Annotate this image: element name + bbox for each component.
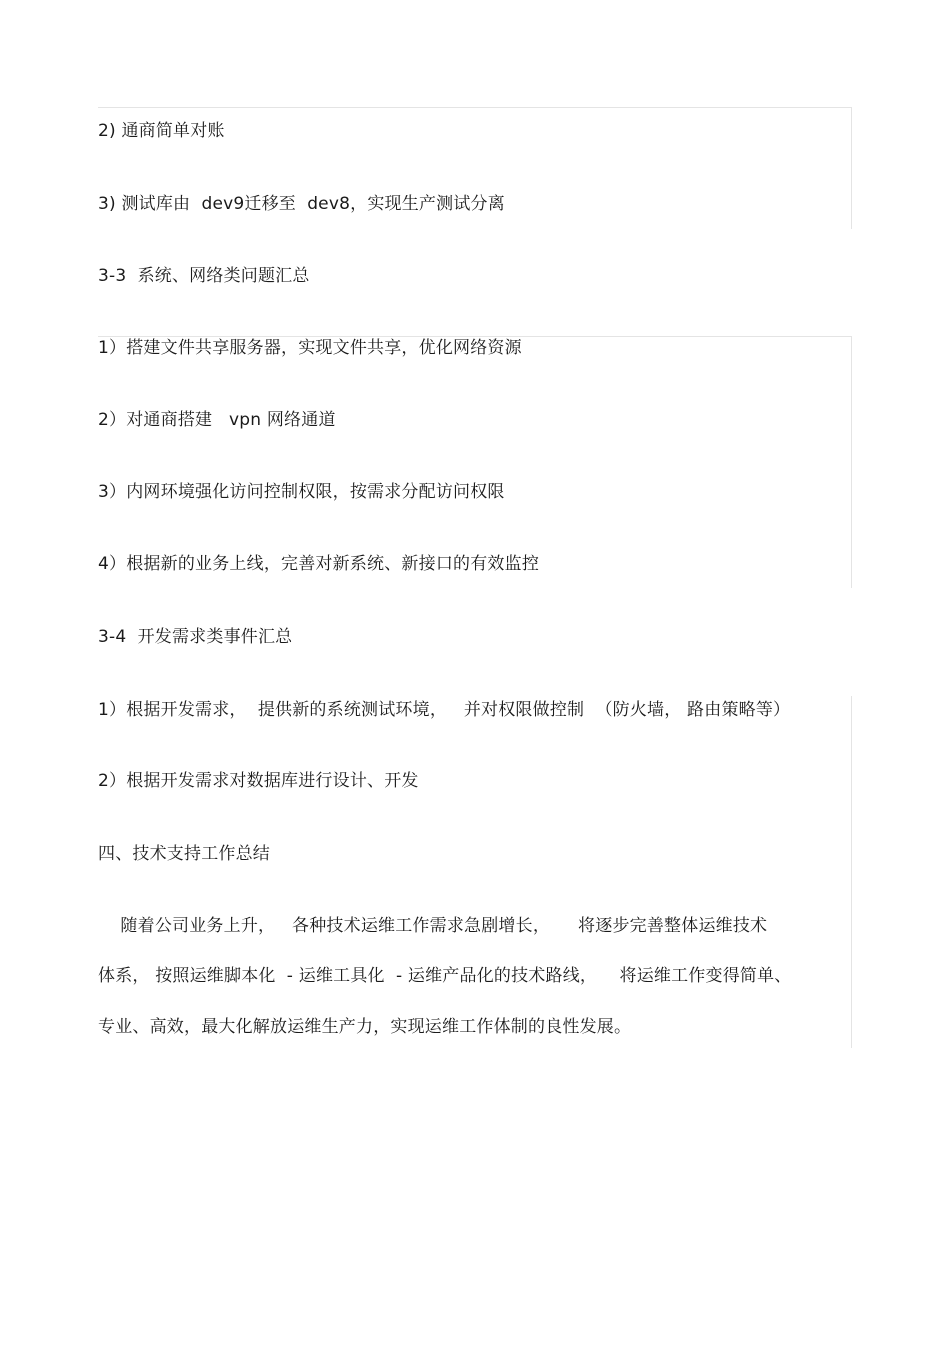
item-access-control: 3）内网环境强化访问控制权限，按需求分配访问权限	[98, 482, 505, 502]
frame-right-1	[851, 107, 852, 229]
summary-paragraph-line-1: 随着公司业务上升， 各种技术运维工作需求急剧增长， 将逐步完善整体运维技术	[98, 916, 768, 936]
section-heading-four: 四、技术支持工作总结	[98, 844, 270, 864]
section-heading-3-4: 3-4 开发需求类事件汇总	[98, 627, 293, 647]
item-database-design: 2）根据开发需求对数据库进行设计、开发	[98, 771, 419, 791]
summary-paragraph-line-2: 体系， 按照运维脚本化 - 运维工具化 - 运维产品化的技术路线， 将运维工作变得简单、	[98, 966, 792, 986]
item-test-environment: 1）根据开发需求， 提供新的系统测试环境， 并对权限做控制 （防火墙， 路由策略等）	[98, 700, 791, 720]
summary-paragraph-line-3: 专业、高效，最大化解放运维生产力，实现运维工作体制的良性发展。	[98, 1017, 632, 1037]
frame-top-1	[98, 107, 852, 108]
item-monitoring: 4）根据新的业务上线，完善对新系统、新接口的有效监控	[98, 554, 540, 574]
item-file-share-server: 1）搭建文件共享服务器，实现文件共享，优化网络资源	[98, 338, 522, 358]
item-test-db-migration: 3) 测试库由 dev9迁移至 dev8，实现生产测试分离	[98, 194, 505, 214]
item-vpn-channel: 2）对通商搭建 vpn 网络通道	[98, 410, 336, 430]
frame-right-2	[851, 336, 852, 588]
frame-right-3	[851, 696, 852, 1048]
item-reconciliation: 2) 通商简单对账	[98, 121, 225, 141]
section-heading-3-3: 3-3 系统、网络类问题汇总	[98, 266, 310, 286]
